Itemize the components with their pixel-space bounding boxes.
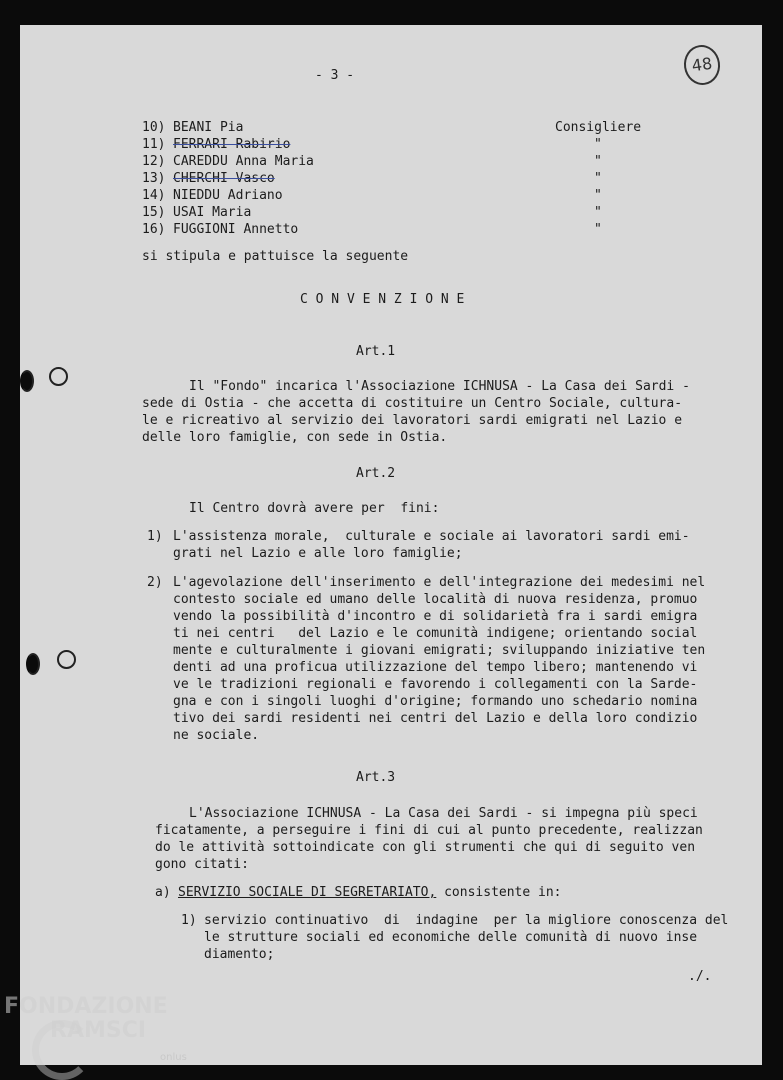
art2-item1-line: grati nel Lazio e alle loro famiglie; [173,546,463,561]
member-role: " [594,137,602,152]
member-name: NIEDDU Adriano [173,188,283,203]
art2-item1-line: L'assistenza morale, culturale e sociale ai lavoratori sardi emi- [173,529,690,544]
art3-title: Art.3 [356,770,396,785]
art2-item2-line: vendo la possibilità d'incontro e di solidarietà fra i sardi emigra [173,609,698,624]
art1-title: Art.1 [356,344,396,359]
art3-sub-a-label: a) [155,885,171,900]
watermark-line1: FONDAZIONE [4,994,168,1019]
member-number: 13) [142,171,166,186]
art3-line: gono citati: [155,857,249,872]
stipula-text: si stipula e pattuisce la seguente [142,249,409,264]
art1-line: Il "Fondo" incarica l'Associazione ICHNUSA - La Casa dei Sardi - [189,379,690,394]
art2-item2-number: 2) [147,575,163,590]
document-page [20,25,762,1065]
watermark-line3: onlus [160,1052,187,1063]
member-name: CAREDDU Anna Maria [173,154,314,169]
art2-item2-line: ve le tradizioni regionali e favorendo i collegamenti con la Sarde- [173,677,698,692]
punch-hole [49,367,68,386]
member-role: " [594,205,602,220]
art2-intro: Il Centro dovrà avere per fini: [189,501,440,516]
watermark-line2: RAMSCI [50,1018,147,1043]
art2-item2-line: ne sociale. [173,728,260,743]
art2-item2-line: ti nei centri del Lazio e le comunità indigene; orientando social [173,626,698,641]
member-role: " [594,171,602,186]
art1-line: sede di Ostia - che accetta di costituire un Centro Sociale, cultura- [142,396,683,411]
member-role: Consigliere [555,120,642,135]
convenzione-heading: C O N V E N Z I O N E [300,292,465,307]
continue-mark: ./. [688,969,712,984]
art3-line: ficatamente, a perseguire i fini di cui al punto precedente, realizzan [155,823,703,838]
art2-item2-line: L'agevolazione dell'inserimento e dell'integrazione dei medesimi nel [173,575,706,590]
member-number: 10) [142,120,166,135]
page-number: - 3 - [315,68,355,83]
art3-sub-a-heading [178,884,562,901]
punch-hole [57,650,76,669]
art2-item2-line: gna e con i singoli luoghi d'origine; formando uno schedario nomina [173,694,698,709]
art3-sub-a-rest: consistente in: [436,885,562,900]
art3-sub1-line: servizio continuativo di indagine per la migliore conoscenza del [204,913,729,928]
punch-hole-edge [20,370,34,392]
art3-line: do le attività sottoindicate con gli strumenti che qui di seguito ven [155,840,696,855]
art3-sub1-line: le strutture sociali ed economiche delle comunità di nuovo inse [204,930,698,945]
art1-line: le e ricreativo al servizio dei lavoratori sardi emigrati nel Lazio e [142,413,683,428]
art3-sub1-line: diamento; [204,947,275,962]
art2-item2-line: tivo dei sardi residenti nei centri del Lazio e della loro condizio [173,711,698,726]
archive-stamp: 48 [681,43,722,88]
art2-item1-number: 1) [147,529,163,544]
art2-item2-line: contesto sociale ed umano delle località di nuova residenza, promuo [173,592,698,607]
member-role: " [594,222,602,237]
art3-sub-a-title: SERVIZIO SOCIALE DI SEGRETARIATO, [178,885,437,900]
art1-line: delle loro famiglie, con sede in Ostia. [142,430,448,445]
member-name: USAI Maria [173,205,252,220]
member-number: 15) [142,205,166,220]
member-number: 14) [142,188,166,203]
member-name-struck: CHERCHI Vasco [173,171,275,186]
member-number: 11) [142,137,166,152]
member-name: BEANI Pia [173,120,244,135]
punch-hole-edge [26,653,40,675]
art2-title: Art.2 [356,466,396,481]
member-number: 16) [142,222,166,237]
member-name-struck: FERRARI Rabirio [173,137,291,152]
art3-line: L'Associazione ICHNUSA - La Casa dei Sardi - si impegna più speci [189,806,698,821]
member-role: " [594,154,602,169]
member-number: 12) [142,154,166,169]
member-role: " [594,188,602,203]
art2-item2-line: mente e culturalmente i giovani emigrati; sviluppando iniziative ten [173,643,706,658]
art3-sub1-number: 1) [181,913,197,928]
member-name: FUGGIONI Annetto [173,222,299,237]
art2-item2-line: denti ad una proficua utilizzazione del tempo libero; mantenendo vi [173,660,698,675]
